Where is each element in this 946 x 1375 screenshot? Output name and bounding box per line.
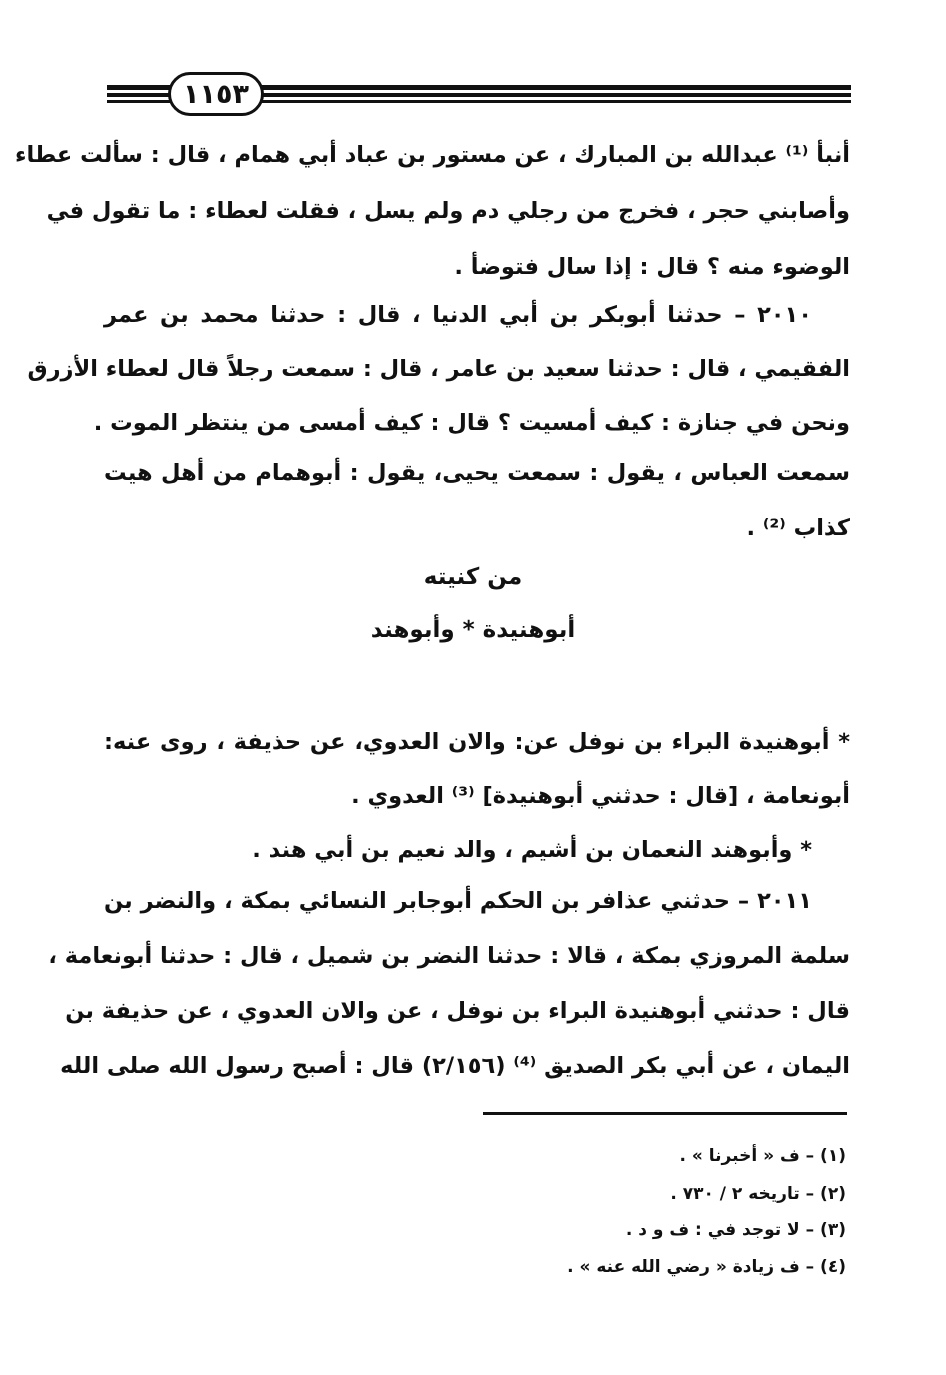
text-line: الفقيمي ، قال : حدثنا سعيد بن عامر ، قال : سمعت رجلاً قال لعطاء الأزرق bbox=[27, 356, 850, 382]
footnote-separator bbox=[483, 1112, 847, 1115]
text-line: ٢٠١٠ – حدثنا أبوبكر بن أبي الدنيا ، قال : حدثنا محمد بن عمر bbox=[104, 302, 812, 328]
footnote-4: (٤) – ف زيادة « رضي الله عنه » . bbox=[567, 1257, 846, 1277]
text-line: أنبأ ⁽¹⁾ عبدالله بن المبارك ، عن مستور بن عباد أبي همام ، قال : سألت عطاء bbox=[15, 142, 850, 168]
text-line: وأصابني حجر ، فخرج من رجلي دم ولم يسل ، فقلت لعطاء : ما تقول في bbox=[46, 198, 850, 224]
section-subheading: أبوهنيدة * وأبوهند bbox=[370, 617, 576, 643]
text-line: قال : حدثني أبوهنيدة البراء بن نوفل ، عن والان العدوي ، عن حذيفة بن bbox=[65, 998, 850, 1024]
text-line: * وأبوهند النعمان بن أشيم ، والد نعيم بن أبي هند . bbox=[252, 837, 812, 863]
text-line: سمعت العباس ، يقول : سمعت يحيى، يقول : أبوهمام من أهل هيت bbox=[104, 460, 850, 486]
footnote-1: (١) – ف « أخبرنا » . bbox=[679, 1146, 846, 1166]
footnote-2: (٢) – تاريخه ٢ / ٧٣٠ . bbox=[670, 1184, 846, 1204]
text-line: اليمان ، عن أبي بكر الصديق ⁽⁴⁾ (٢/١٥٦) قال : أصبح رسول الله صلى الله bbox=[60, 1053, 850, 1079]
text-line: ٢٠١١ – حدثني عذافر بن الحكم أبوجابر النسائي بمكة ، والنضر بن bbox=[104, 888, 812, 914]
text-line: الوضوء منه ؟ قال : إذا سال فتوضأ . bbox=[454, 254, 850, 280]
page-number: ١١٥٣ bbox=[183, 78, 249, 110]
text-line: أبونعامة ، [قال : حدثني أبوهنيدة] ⁽³⁾ العدوي . bbox=[351, 783, 850, 809]
footnote-3: (٣) – لا توجد في : ف و د . bbox=[625, 1220, 846, 1240]
text-line: سلمة المروزي بمكة ، قالا : حدثنا النضر بن شميل ، قال : حدثنا أبونعامة ، bbox=[48, 943, 850, 969]
text-line: ونحن في جنازة : كيف أمسيت ؟ قال : كيف أمسى من ينتظر الموت . bbox=[93, 410, 850, 436]
section-heading: من كنيته bbox=[423, 564, 523, 590]
text-line: * أبوهنيدة البراء بن نوفل عن: والان العدوي، عن حذيفة ، روى عنه: bbox=[104, 729, 850, 755]
page-number-badge bbox=[168, 72, 264, 116]
text-line: كذاب ⁽²⁾ . bbox=[746, 515, 850, 541]
